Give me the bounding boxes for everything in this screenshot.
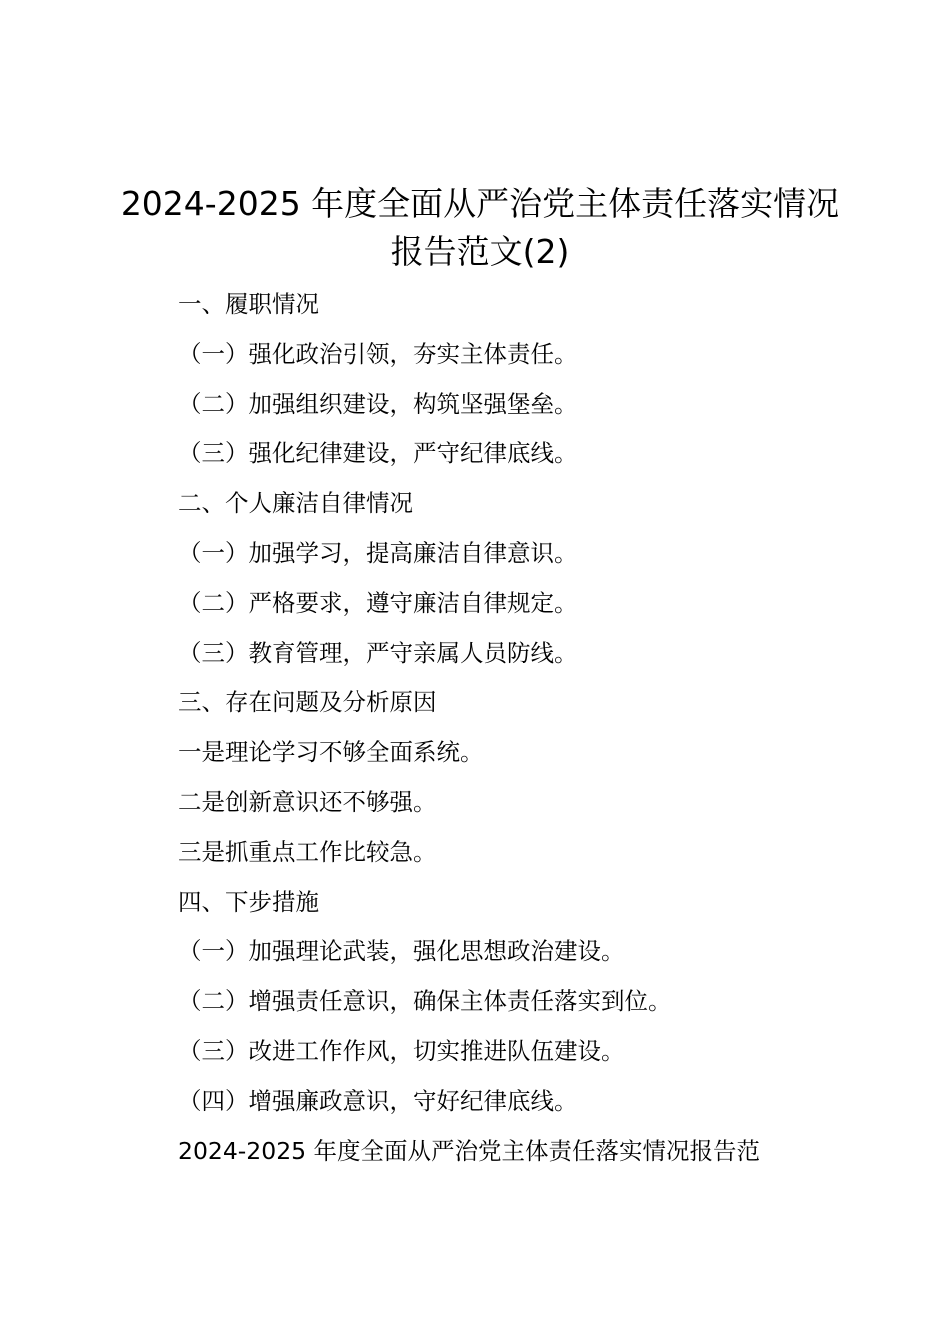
paragraph-line: （四）增强廉政意识，守好纪律底线。 [178,1086,578,1115]
paragraph-line: 二是创新意识还不够强。 [178,787,437,816]
section-heading-measures: 四、下步措施 [178,887,319,916]
paragraph-line: （三）改进工作作风，切实推进队伍建设。 [178,1036,625,1065]
section-heading-duty: 一、履职情况 [178,290,319,318]
section-heading-integrity: 二、个人廉洁自律情况 [178,489,413,518]
continuation-title-line: 2024-2025 年度全面从严治党主体责任落实情况报告范 [178,1136,761,1165]
document-title: 2024-2025 年度全面从严治党主体责任落实情况报告范文(2) [120,184,840,271]
paragraph-line: （二）加强组织建设，构筑坚强堡垒。 [178,389,578,418]
section-heading-problems: 三、存在问题及分析原因 [178,688,437,717]
paragraph-line: （三）教育管理，严守亲属人员防线。 [178,638,578,667]
paragraph-line: 一是理论学习不够全面系统。 [178,738,484,767]
paragraph-line: （二）增强责任意识，确保主体责任落实到位。 [178,987,672,1016]
document-body [178,280,858,1176]
paragraph-line: （一）加强理论武装，强化思想政治建设。 [178,937,625,966]
paragraph-line: （二）严格要求，遵守廉洁自律规定。 [178,588,578,617]
paragraph-line: （三）强化纪律建设，严守纪律底线。 [178,439,578,468]
paragraph-line: （一）强化政治引领，夯实主体责任。 [178,339,578,368]
paragraph-line: （一）加强学习，提高廉洁自律意识。 [178,538,578,567]
paragraph-line: 三是抓重点工作比较急。 [178,837,437,866]
